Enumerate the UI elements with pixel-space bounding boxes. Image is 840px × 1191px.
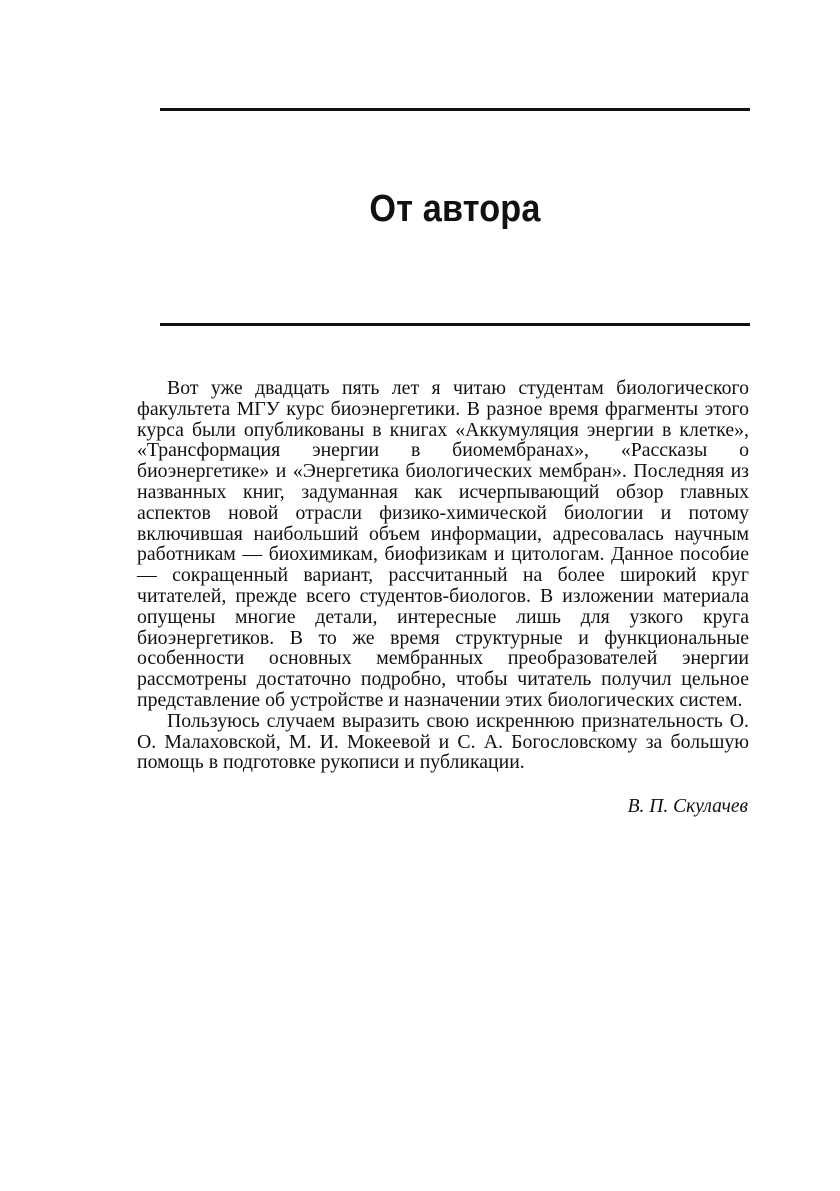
bottom-divider	[160, 323, 750, 326]
body-text	[137, 378, 749, 773]
top-divider	[160, 108, 750, 111]
paragraph-2: Пользуюсь случаем выразить свою искреннюю признательность О. О. Малаховской, М. И. Мокеевой и С. А. Богословскому за большую помощь в подготовке рукописи и публикации.	[137, 709, 749, 774]
paragraph-1: Вот уже двадцать пять лет я читаю студентам биологического факультета МГУ курс биоэнергетики. В разное время фрагменты этого курса были опубликованы в книгах «Аккумуляция энергии в клетке», «Трансформация энергии в биомембранах», «Рассказы о биоэнергетике» и «Энергетика биологических мембран». Последняя из названных книг, задуманная как исчерпывающий обзор главных аспектов новой отрасли физико-химической биологии и потому включившая наибольший объем информации, адресовалась научным работникам — биохимикам, биофизикам и цитологам. Данное пособие — сокращенный вариант, рассчитанный на более широкий круг читателей, прежде всего студентов-биологов. В изложении материала опущены многие детали, интересные лишь для узкого круга биоэнергетиков. В то же время структурные и функциональные особенности основных мембранных преобразователей энергии рассмотрены достаточно подробно, чтобы читатель получил цельное представление об устройстве и назначении этих биологических систем.	[137, 377, 749, 711]
page-title: От автора	[369, 188, 541, 230]
author-signature: В. П. Скулачев	[627, 796, 748, 817]
